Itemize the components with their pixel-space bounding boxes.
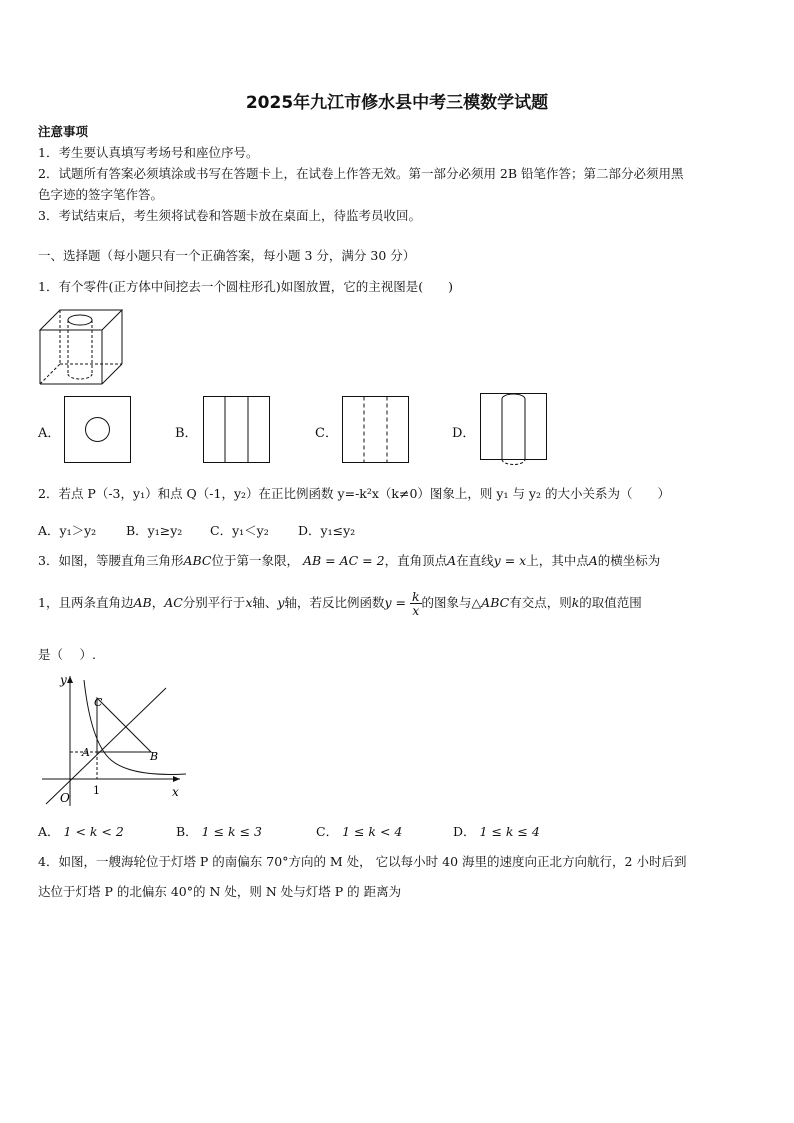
math-run: AB = AC = 2 — [302, 553, 385, 568]
math-run: ABC — [183, 553, 212, 568]
question-3-option-c — [316, 822, 402, 840]
question-3-line-1 — [38, 551, 660, 569]
text-run: 轴、 — [252, 595, 278, 610]
question-3-graph — [36, 668, 196, 808]
question-1-stem: 1．有个零件(正方体中间挖去一个圆柱形孔)如图放置，它的主视图是( ) — [38, 279, 453, 294]
question-3-line-2 — [38, 590, 642, 617]
option-b-label: B． — [175, 426, 198, 441]
cube-with-hole-figure — [38, 308, 128, 388]
fraction-denominator: x — [412, 603, 420, 618]
option-value: 1 ≤ k ≤ 3 — [201, 824, 262, 839]
section-heading: 一、选择题（每小题只有一个正确答案，每小题 3 分，满分 30 分） — [38, 248, 416, 263]
point-a-label: A — [82, 746, 90, 759]
text-run: 在直线 — [456, 553, 494, 568]
text-run: 位于第一象限， — [211, 553, 299, 568]
fraction-numerator: k — [411, 589, 420, 604]
x-axis-label: x — [172, 785, 179, 799]
option-value: 1 < k < 2 — [63, 824, 124, 839]
text-run: 的横坐标为 — [597, 553, 661, 568]
option-a-figure — [64, 396, 132, 464]
math-run: x — [245, 595, 253, 610]
question-2-option-c: C．y₁＜y₂ — [210, 523, 269, 538]
option-label: A． — [38, 824, 60, 839]
y-axis-label: y — [60, 673, 67, 687]
option-label: C． — [316, 824, 339, 839]
text-run: 有交点，则 — [509, 595, 572, 610]
notice-item: 1．考生要认真填写考场号和座位序号。 — [38, 145, 259, 160]
point-b-label: B — [150, 750, 159, 763]
question-2-option-d: D．y₁≤y₂ — [298, 523, 356, 538]
option-d-label: D． — [452, 426, 476, 441]
text-run: 的取值范围 — [579, 595, 642, 610]
text-run: 3．如图，等腰直角三角形 — [38, 553, 184, 568]
text-run: 上，其中点 — [526, 553, 589, 568]
text-run: 轴，若反比例函数 — [284, 595, 385, 610]
question-3-option-a — [38, 822, 124, 840]
option-a-label: A． — [38, 426, 61, 441]
text-run: 的图象与△ — [421, 595, 482, 610]
tick-label-1: 1 — [93, 784, 100, 797]
option-value: 1 ≤ k < 4 — [342, 824, 403, 839]
point-c-label: C — [94, 696, 103, 709]
notice-item: 色字迹的签字笔作答。 — [38, 187, 164, 202]
option-value: 1 ≤ k ≤ 4 — [479, 824, 540, 839]
question-3-option-b — [176, 822, 262, 840]
text-run: 1，且两条直角边 — [38, 595, 134, 610]
math-run: A — [447, 553, 457, 568]
notice-item: 2．试题所有答案必须填涂或书写在答题卡上，在试卷上作答无效。第一部分必须用 2B 铅笔作答；第二部分必须用黑 — [38, 166, 684, 181]
math-run: y = x — [493, 553, 527, 568]
math-run: y — [277, 595, 285, 610]
question-2-option-a: A．y₁＞y₂ — [38, 523, 97, 538]
option-c-label: C． — [315, 426, 338, 441]
notice-item: 3．考试结束后，考生须将试卷和答题卡放在桌面上，待监考员收回。 — [38, 208, 421, 223]
text-run: ， — [151, 595, 165, 610]
text-run: 分别平行于 — [182, 595, 246, 610]
origin-label: O — [60, 791, 70, 805]
option-label: B． — [176, 824, 198, 839]
question-2-option-b: B．y₁≥y₂ — [126, 523, 183, 538]
math-run: k — [571, 595, 580, 610]
math-run: A — [588, 553, 598, 568]
math-run: y = — [384, 595, 406, 610]
page-title: 2025年九江市修水县中考三模数学试题 — [245, 93, 549, 113]
question-2-stem: 2．若点 P（-3，y₁）和点 Q（-1，y₂）在正比例函数 y=-k²x（k≠0）图象上，则 y₁ 与 y₂ 的大小关系为（ ） — [38, 486, 670, 501]
text-run: ，直角顶点 — [384, 553, 448, 568]
option-d-figure — [480, 393, 548, 469]
question-3-option-d — [453, 822, 540, 840]
question-4-line-1: 4．如图，一艘海轮位于灯塔 P 的南偏东 70°方向的 M 处， 它以每小时 40 海里的速度向正北方向航行，2 小时后到 — [38, 854, 687, 869]
question-4-line-2: 达位于灯塔 P 的北偏东 40°的 N 处，则 N 处与灯塔 P 的 距离为 — [38, 884, 402, 899]
question-3-line-3: 是（ ）. — [38, 647, 96, 662]
notice-heading: 注意事项 — [38, 124, 89, 139]
option-label: D． — [453, 824, 476, 839]
math-run: AB — [133, 595, 152, 610]
math-run: ABC — [481, 595, 510, 610]
option-c-figure — [342, 396, 410, 464]
math-run: AC — [164, 595, 183, 610]
option-b-figure — [203, 396, 271, 464]
fraction-k-over-x — [410, 590, 422, 617]
